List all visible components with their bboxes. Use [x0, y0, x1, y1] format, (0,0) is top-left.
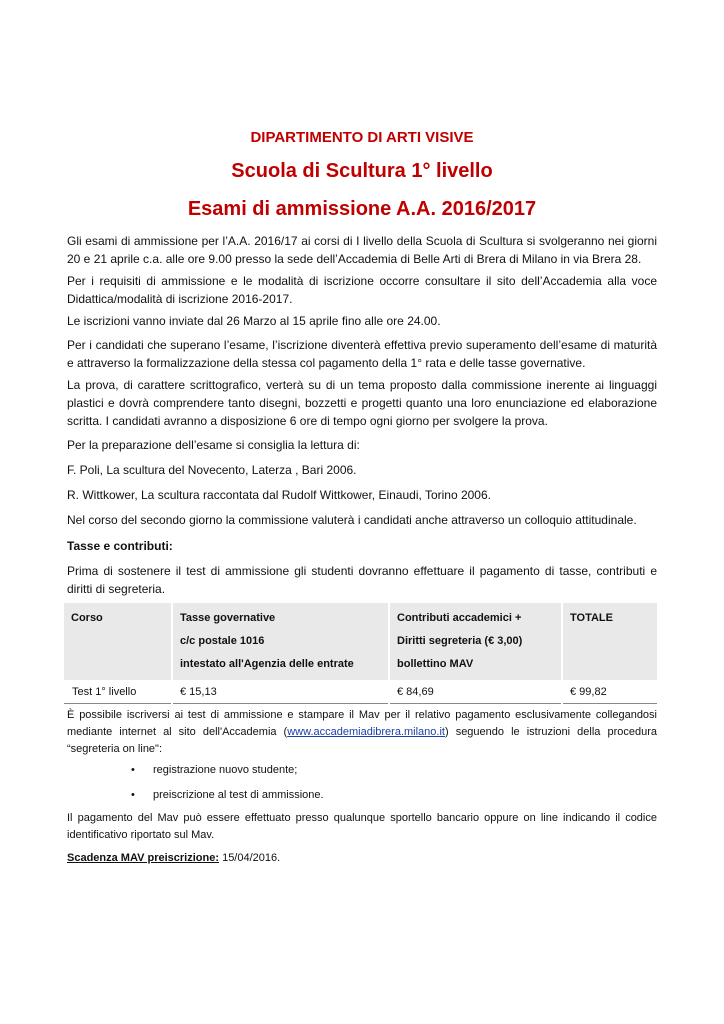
paragraph-mav-payment: Il pagamento del Mav può essere effettuato presso qualunque sportello bancario oppure on line indicando il codice identificativo riportato sul Mav. [67, 812, 657, 841]
paragraph-requirements: Per i requisiti di ammissione e le modalità di iscrizione occorre consultare il sito dell’Accademia alla voce Didattica/modalità di iscrizione 2016-2017. [67, 274, 657, 306]
cell-tasse: € 15,13 [172, 680, 389, 704]
fees-table [64, 603, 657, 704]
deadline-value: 15/04/2016. [219, 852, 281, 864]
accademia-website-link[interactable]: www.accademiadibrera.milano.it [287, 726, 445, 738]
paragraph-reading-intro: Per la preparazione dell’esame si consiglia la lettura di: [67, 438, 360, 452]
bullet-icon: • [131, 789, 135, 801]
paragraph-online-registration: È possibile iscriversi ai test di ammissione e stampare il Mav per il relativo pagamento esclusivamente collegandosi mediante internet al sito dell'Accademia (www.accademiadibrera.milano.it) seguendo le istruzioni della procedura “segreteria on line": [67, 709, 657, 755]
list-item: registrazione nuovo studente; [153, 764, 298, 776]
paragraph-interview: Nel corso del secondo giorno la commissione valuterà i candidati anche attraverso un colloquio attitudinale. [67, 513, 637, 527]
paragraph-reading-wittkower: R. Wittkower, La scultura raccontata dal Rudolf Wittkower, Einaudi, Torino 2006. [67, 488, 491, 502]
paragraph-exam-dates: Gli esami di ammissione per l’A.A. 2016/17 ai corsi di I livello della Scuola di Scultura si svolgeranno nei giorni 20 e 21 aprile c.a. alle ore 9.00 presso la sede dell’Accademia di Belle Arti di Brera di Milano in via Brera 28. [67, 234, 657, 266]
paragraph-test-description: La prova, di carattere scrittografico, verterà su di un tema proposto dalla commissione inerente ai linguaggi plastici e dovrà comprendere tanto disegni, bozzetti e progetti quanto una loro enunciazione ed elaborazione scritta. I candidati avranno a disposizione 6 ore di tempo ogni giorno per svolgere la prova. [67, 378, 657, 428]
table-row [64, 680, 657, 704]
header-corso: Corso [64, 603, 172, 680]
header-totale: TOTALE [562, 603, 657, 680]
fees-table-header-row [64, 603, 657, 680]
list-item: preiscrizione al test di ammissione. [153, 789, 324, 801]
header-tasse: Tasse governative c/c postale 1016 intestato all'Agenzia delle entrate [172, 603, 389, 680]
paragraph-enrollment-dates: Le iscrizioni vanno inviate dal 26 Marzo al 15 aprile fino alle ore 24.00. [67, 314, 441, 328]
cell-corso: Test 1° livello [64, 680, 172, 704]
paragraph-fees-intro: Prima di sostenere il test di ammissione gli studenti dovranno effettuare il pagamento di tasse, contributi e diritti di segreteria. [67, 564, 657, 596]
deadline-label: Scadenza MAV preiscrizione: [67, 852, 220, 864]
exams-title: Esami di ammissione A.A. 2016/2017 [187, 198, 537, 220]
cell-contributi: € 84,69 [389, 680, 562, 704]
fees-heading: Tasse e contributi: [67, 539, 173, 553]
cell-totale: € 99,82 [562, 680, 657, 704]
bullet-icon: • [131, 764, 135, 776]
paragraph-reading-poli: F. Poli, La scultura del Novecento, Laterza , Bari 2006. [67, 463, 357, 477]
paragraph-enrollment-effective: Per i candidati che superano l’esame, l’iscrizione diventerà effettiva previo superamento dell’esame di maturità e attraverso la formalizzazione della stessa col pagamento della 1° rata e delle tasse governative. [67, 338, 657, 370]
school-title: Scuola di Scultura 1° livello [231, 160, 493, 182]
header-contributi: Contributi accademici + Diritti segreteria (€ 3,00) bollettino MAV [389, 603, 562, 680]
department-title: DIPARTIMENTO DI ARTI VISIVE [250, 129, 474, 146]
deadline-line [67, 850, 657, 867]
